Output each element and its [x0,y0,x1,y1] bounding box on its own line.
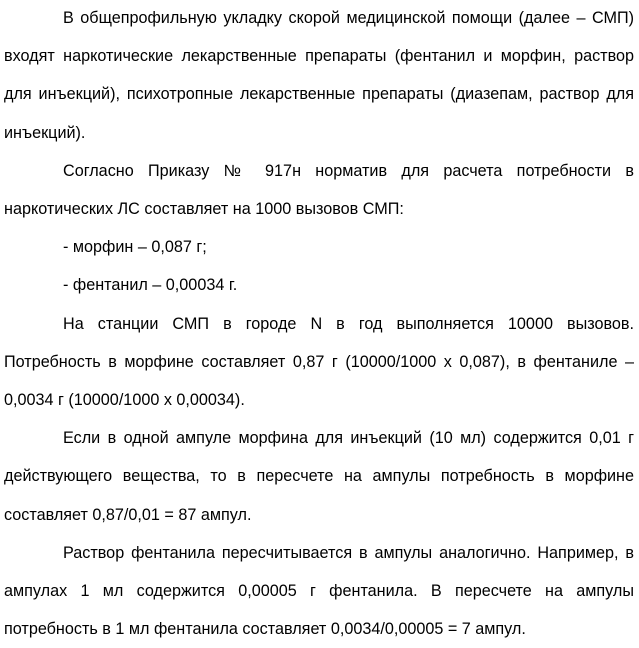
paragraph-emergency-kit: В общепрофильную укладку скорой медицинской помощи (далее – СМП) входят наркотические лекарственные препараты (фентанил и морфин, раствор для инъекций), психотропные лекарственные препараты (диазепам, раствор для инъекций). [4,9,634,142]
paragraph-morphine-ampoules: Если в одной ампуле морфина для инъекций (10 мл) содержится 0,01 г действующего вещества, то в пересчете на ампулы потребность в морфине составляет 0,87/0,01 = 87 ампул. [4,429,634,524]
paragraph-order-917n: Согласно Приказу № 917н норматив для расчета потребности в наркотических ЛС составляет на 1000 вызовов СМП: [4,161,634,219]
list-item-fentanyl: - фентанил – 0,00034 г. [63,276,238,295]
document-body [4,0,634,648]
paragraph-station-calls: На станции СМП в городе N в год выполняется 10000 вызовов. Потребность в морфине составляет 0,87 г (10000/1000 х 0,087), в фентаниле – 0,0034 г (10000/1000 х 0,00034). [4,314,634,410]
paragraph-fentanyl-ampoules: Раствор фентанила пересчитывается в ампулы аналогично. Например, в ампулах 1 мл содержится 0,00005 г фентанила. В пересчете на ампулы потребность в 1 мл фентанила составляет 0,0034/0,00005 = 7 ампул. [4,543,634,639]
list-item-morphine: - морфин – 0,087 г; [63,238,207,257]
